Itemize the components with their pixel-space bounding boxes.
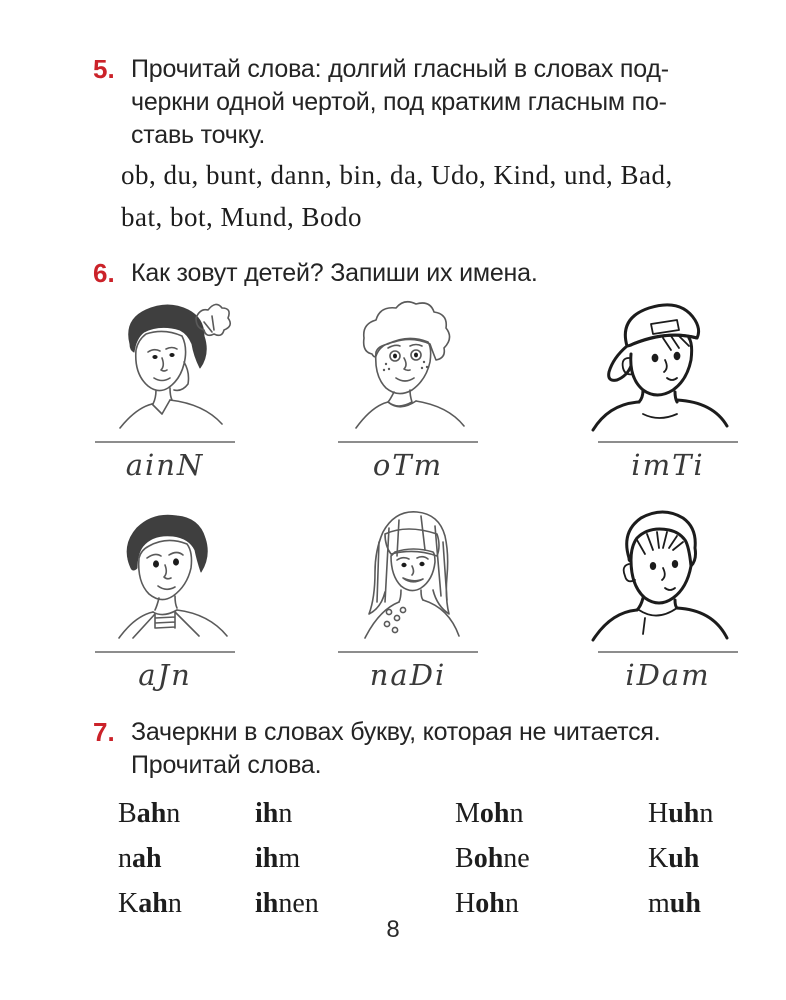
exercise-5-words-line-2: bat, bot, Mund, Bodo bbox=[121, 202, 363, 232]
word-bohne: Bohne bbox=[455, 843, 530, 874]
exercise-5-task bbox=[131, 53, 669, 152]
word-bahn: Bahn bbox=[118, 798, 181, 829]
word-ihnen: ihnen bbox=[255, 888, 319, 919]
boy-short-hair-drawing bbox=[585, 502, 735, 642]
exercise-5-task-line-3: ставь точку. bbox=[131, 121, 266, 149]
exercise-7-number: 7. bbox=[93, 717, 115, 747]
word-mohn: Mohn bbox=[455, 798, 524, 829]
girl-short-hair-drawing bbox=[103, 502, 243, 642]
word-ihn: ihn bbox=[255, 798, 293, 829]
portrait-girl-with-long-hair bbox=[345, 502, 475, 642]
write-line-3 bbox=[598, 441, 738, 443]
word-ihm: ihm bbox=[255, 843, 301, 874]
exercise-7-task-line-2: Прочитай слова. bbox=[131, 751, 322, 779]
word-kahn: Kahn bbox=[118, 888, 182, 919]
exercise-5 bbox=[93, 53, 669, 152]
scrambled-letters-5: naDi bbox=[369, 658, 447, 692]
girl-bun-flower-drawing bbox=[100, 292, 240, 432]
exercise-5-task-line-2: черкни одной чертой, под кратким гласным по- bbox=[131, 88, 667, 116]
portrait-girl-with-bun-and-flower bbox=[100, 292, 240, 432]
portrait-boy-with-freckles bbox=[342, 294, 477, 432]
word-huhn: Huhn bbox=[648, 798, 714, 829]
exercise-5-task-line-1: Прочитай слова: долгий гласный в словах под- bbox=[131, 55, 669, 83]
boy-cap-drawing bbox=[585, 292, 735, 432]
word-kuh: Kuh bbox=[648, 843, 700, 874]
girl-long-hair-drawing bbox=[345, 502, 475, 642]
exercise-6 bbox=[93, 257, 538, 290]
scrambled-letters-3: imTi bbox=[631, 448, 705, 482]
exercise-5-words-line-1: ob, du, bunt, dann, bin, da, Udo, Kind, und, Bad, bbox=[121, 160, 673, 190]
page-number: 8 bbox=[386, 916, 400, 943]
scrambled-letters-4: aJn bbox=[138, 658, 192, 692]
exercise-5-number: 5. bbox=[93, 54, 115, 84]
word-nah: nah bbox=[118, 843, 162, 874]
write-line-6 bbox=[598, 651, 738, 653]
write-line-1 bbox=[95, 441, 235, 443]
portrait-girl-with-short-hair bbox=[103, 502, 243, 642]
word-muh: muh bbox=[648, 888, 701, 919]
exercise-7 bbox=[93, 716, 661, 782]
scrambled-letters-1: ainN bbox=[125, 448, 205, 482]
write-line-2 bbox=[338, 441, 478, 443]
scrambled-letters-2: oTm bbox=[372, 448, 444, 482]
word-hohn: Hohn bbox=[455, 888, 519, 919]
exercise-6-number: 6. bbox=[93, 258, 115, 288]
scrambled-letters-6: iDam bbox=[625, 658, 711, 692]
portrait-boy-with-backwards-cap bbox=[585, 292, 735, 432]
write-line-5 bbox=[338, 651, 478, 653]
write-line-4 bbox=[95, 651, 235, 653]
exercise-7-task bbox=[131, 716, 661, 782]
boy-freckles-drawing bbox=[342, 294, 477, 432]
exercise-6-task: Как зовут детей? Запиши их имена. bbox=[131, 259, 538, 287]
exercise-7-task-line-1: Зачеркни в словах букву, которая не читается. bbox=[131, 718, 661, 746]
portrait-boy-with-short-hair bbox=[585, 502, 735, 642]
